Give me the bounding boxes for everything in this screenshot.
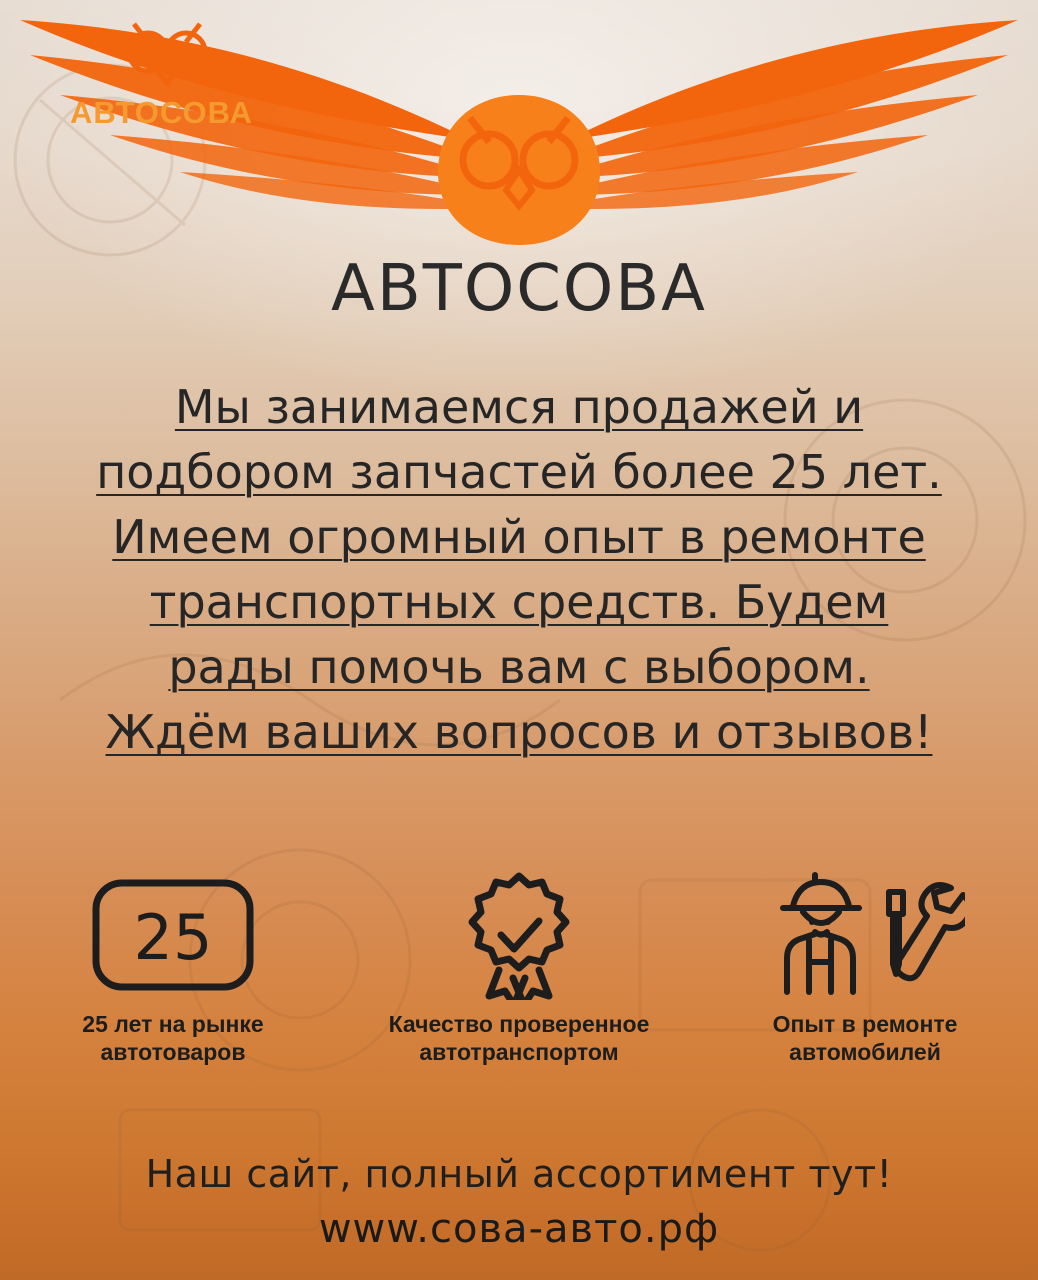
- brand-logo: [0, 0, 1038, 250]
- feature-item-years: [13, 870, 333, 1066]
- features-list: [0, 870, 1038, 1066]
- svg-text:25: 25: [133, 901, 213, 974]
- feature-label-quality: Качество проверенное автотранспортом: [388, 1011, 650, 1065]
- feature-label-years: 25 лет на рынке автотоваров: [82, 1011, 264, 1065]
- about-description: Мы занимаемся продажей и подбором запчастей более 25 лет. Имеем огромный опыт в ремонте транспортных средств. Будем рады помочь вам с выбором. Ждём ваших вопросов и отзывов!: [96, 380, 942, 759]
- mechanic-worker-tools-icon: [765, 870, 965, 1000]
- feature-item-quality: [359, 870, 679, 1066]
- feature-item-repair: [705, 870, 1025, 1066]
- logo-wordmark: АВТОСОВА: [70, 95, 253, 130]
- page-title: АВТОСОВА: [331, 252, 707, 326]
- footer-call-to-action: Наш сайт, полный ассортимент тут!: [145, 1152, 893, 1196]
- quality-rosette-check-icon: [449, 870, 589, 1000]
- footer: [0, 1152, 1038, 1252]
- footer-website-link[interactable]: www.сова-авто.рф: [318, 1206, 720, 1252]
- feature-label-repair: Опыт в ремонте автомобилей: [772, 1011, 958, 1065]
- years-25-badge-icon: [88, 870, 258, 1000]
